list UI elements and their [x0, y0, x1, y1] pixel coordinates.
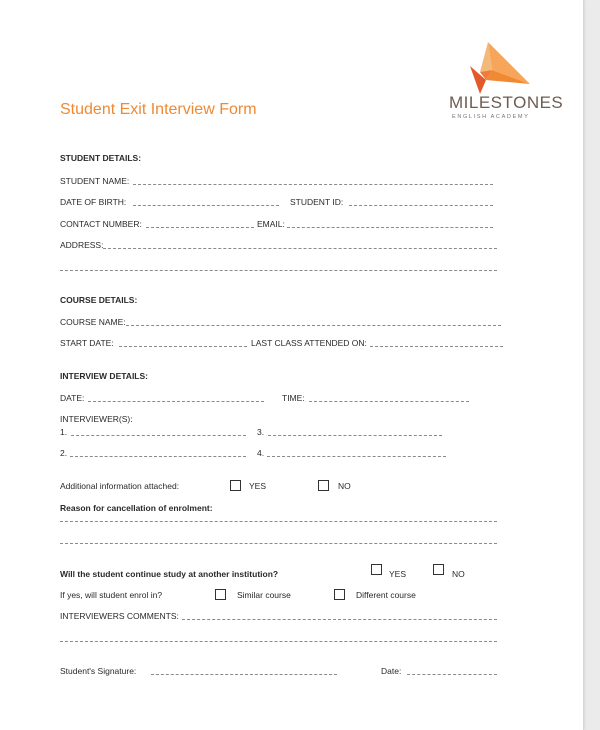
enrol-in-label: If yes, will student enrol in? [60, 590, 163, 600]
similar-course-label: Similar course [237, 590, 291, 600]
additional-info-label: Additional information attached: [60, 481, 180, 491]
interviewer-1-field[interactable] [71, 435, 246, 436]
interviewers-comments-label: INTERVIEWERS COMMENTS: [60, 611, 179, 621]
contact-number-label: CONTACT NUMBER: [60, 219, 142, 229]
logo-wordmark: MILESTONES [449, 93, 564, 112]
last-class-field[interactable] [370, 346, 503, 347]
additional-yes-label: YES [249, 481, 267, 491]
interview-date-field[interactable] [88, 401, 264, 402]
logo-tagline: ENGLISH ACADEMY [452, 114, 530, 120]
different-course-label: Different course [356, 590, 416, 600]
interview-time-label: TIME: [282, 393, 305, 403]
date-of-birth-label: DATE OF BIRTH: [60, 197, 127, 207]
interviewer-3-number: 3. [257, 427, 265, 437]
interviewer-4-number: 4. [257, 448, 265, 458]
additional-no-checkbox[interactable] [318, 480, 329, 491]
student-id-label: STUDENT ID: [290, 197, 344, 207]
email-label: EMAIL: [257, 219, 285, 229]
interviewer-1-number: 1. [60, 427, 68, 437]
comments-field-line-1[interactable] [182, 619, 497, 620]
interview-time-field[interactable] [309, 401, 469, 402]
address-label: ADDRESS: [60, 240, 104, 250]
signature-date-label: Date: [381, 666, 402, 676]
similar-course-checkbox[interactable] [215, 589, 226, 600]
start-date-label: START DATE: [60, 338, 114, 348]
start-date-field[interactable] [119, 346, 247, 347]
interview-date-label: DATE: [60, 393, 85, 403]
different-course-checkbox[interactable] [334, 589, 345, 600]
student-id-field[interactable] [349, 205, 493, 206]
interviewer-2-number: 2. [60, 448, 68, 458]
continue-no-label: NO [452, 569, 465, 579]
milestones-logo-icon [470, 42, 536, 96]
address-field-line-1[interactable] [103, 248, 497, 249]
additional-yes-checkbox[interactable] [230, 480, 241, 491]
student-signature-field[interactable] [151, 674, 337, 675]
signature-date-field[interactable] [407, 674, 497, 675]
course-details-heading: COURSE DETAILS: [60, 295, 138, 305]
student-name-label: STUDENT NAME: [60, 176, 130, 186]
interviewer-2-field[interactable] [70, 456, 246, 457]
continue-no-checkbox[interactable] [433, 564, 444, 575]
additional-no-label: NO [338, 481, 351, 491]
address-field-line-2[interactable] [60, 270, 497, 271]
date-of-birth-field[interactable] [133, 205, 279, 206]
interviewer-3-field[interactable] [268, 435, 442, 436]
reason-field-line-2[interactable] [60, 543, 497, 544]
continue-yes-checkbox[interactable] [371, 564, 382, 575]
page-title: Student Exit Interview Form [60, 101, 257, 118]
interview-details-heading: INTERVIEW DETAILS: [60, 371, 148, 381]
reason-field-line-1[interactable] [60, 521, 497, 522]
student-details-heading: STUDENT DETAILS: [60, 153, 142, 163]
last-class-label: LAST CLASS ATTENDED ON: [251, 338, 367, 348]
email-field[interactable] [287, 227, 493, 228]
student-name-field[interactable] [133, 184, 493, 185]
interviewer-4-field[interactable] [267, 456, 446, 457]
comments-field-line-2[interactable] [60, 641, 497, 642]
course-name-field[interactable] [126, 325, 501, 326]
student-signature-label: Student's Signature: [60, 666, 137, 676]
continue-yes-label: YES [389, 569, 407, 579]
reason-label: Reason for cancellation of enrolment: [60, 503, 213, 513]
course-name-label: COURSE NAME: [60, 317, 126, 327]
continue-study-label: Will the student continue study at another institution? [60, 569, 279, 579]
interviewers-label: INTERVIEWER(S): [60, 414, 133, 424]
contact-number-field[interactable] [146, 227, 254, 228]
